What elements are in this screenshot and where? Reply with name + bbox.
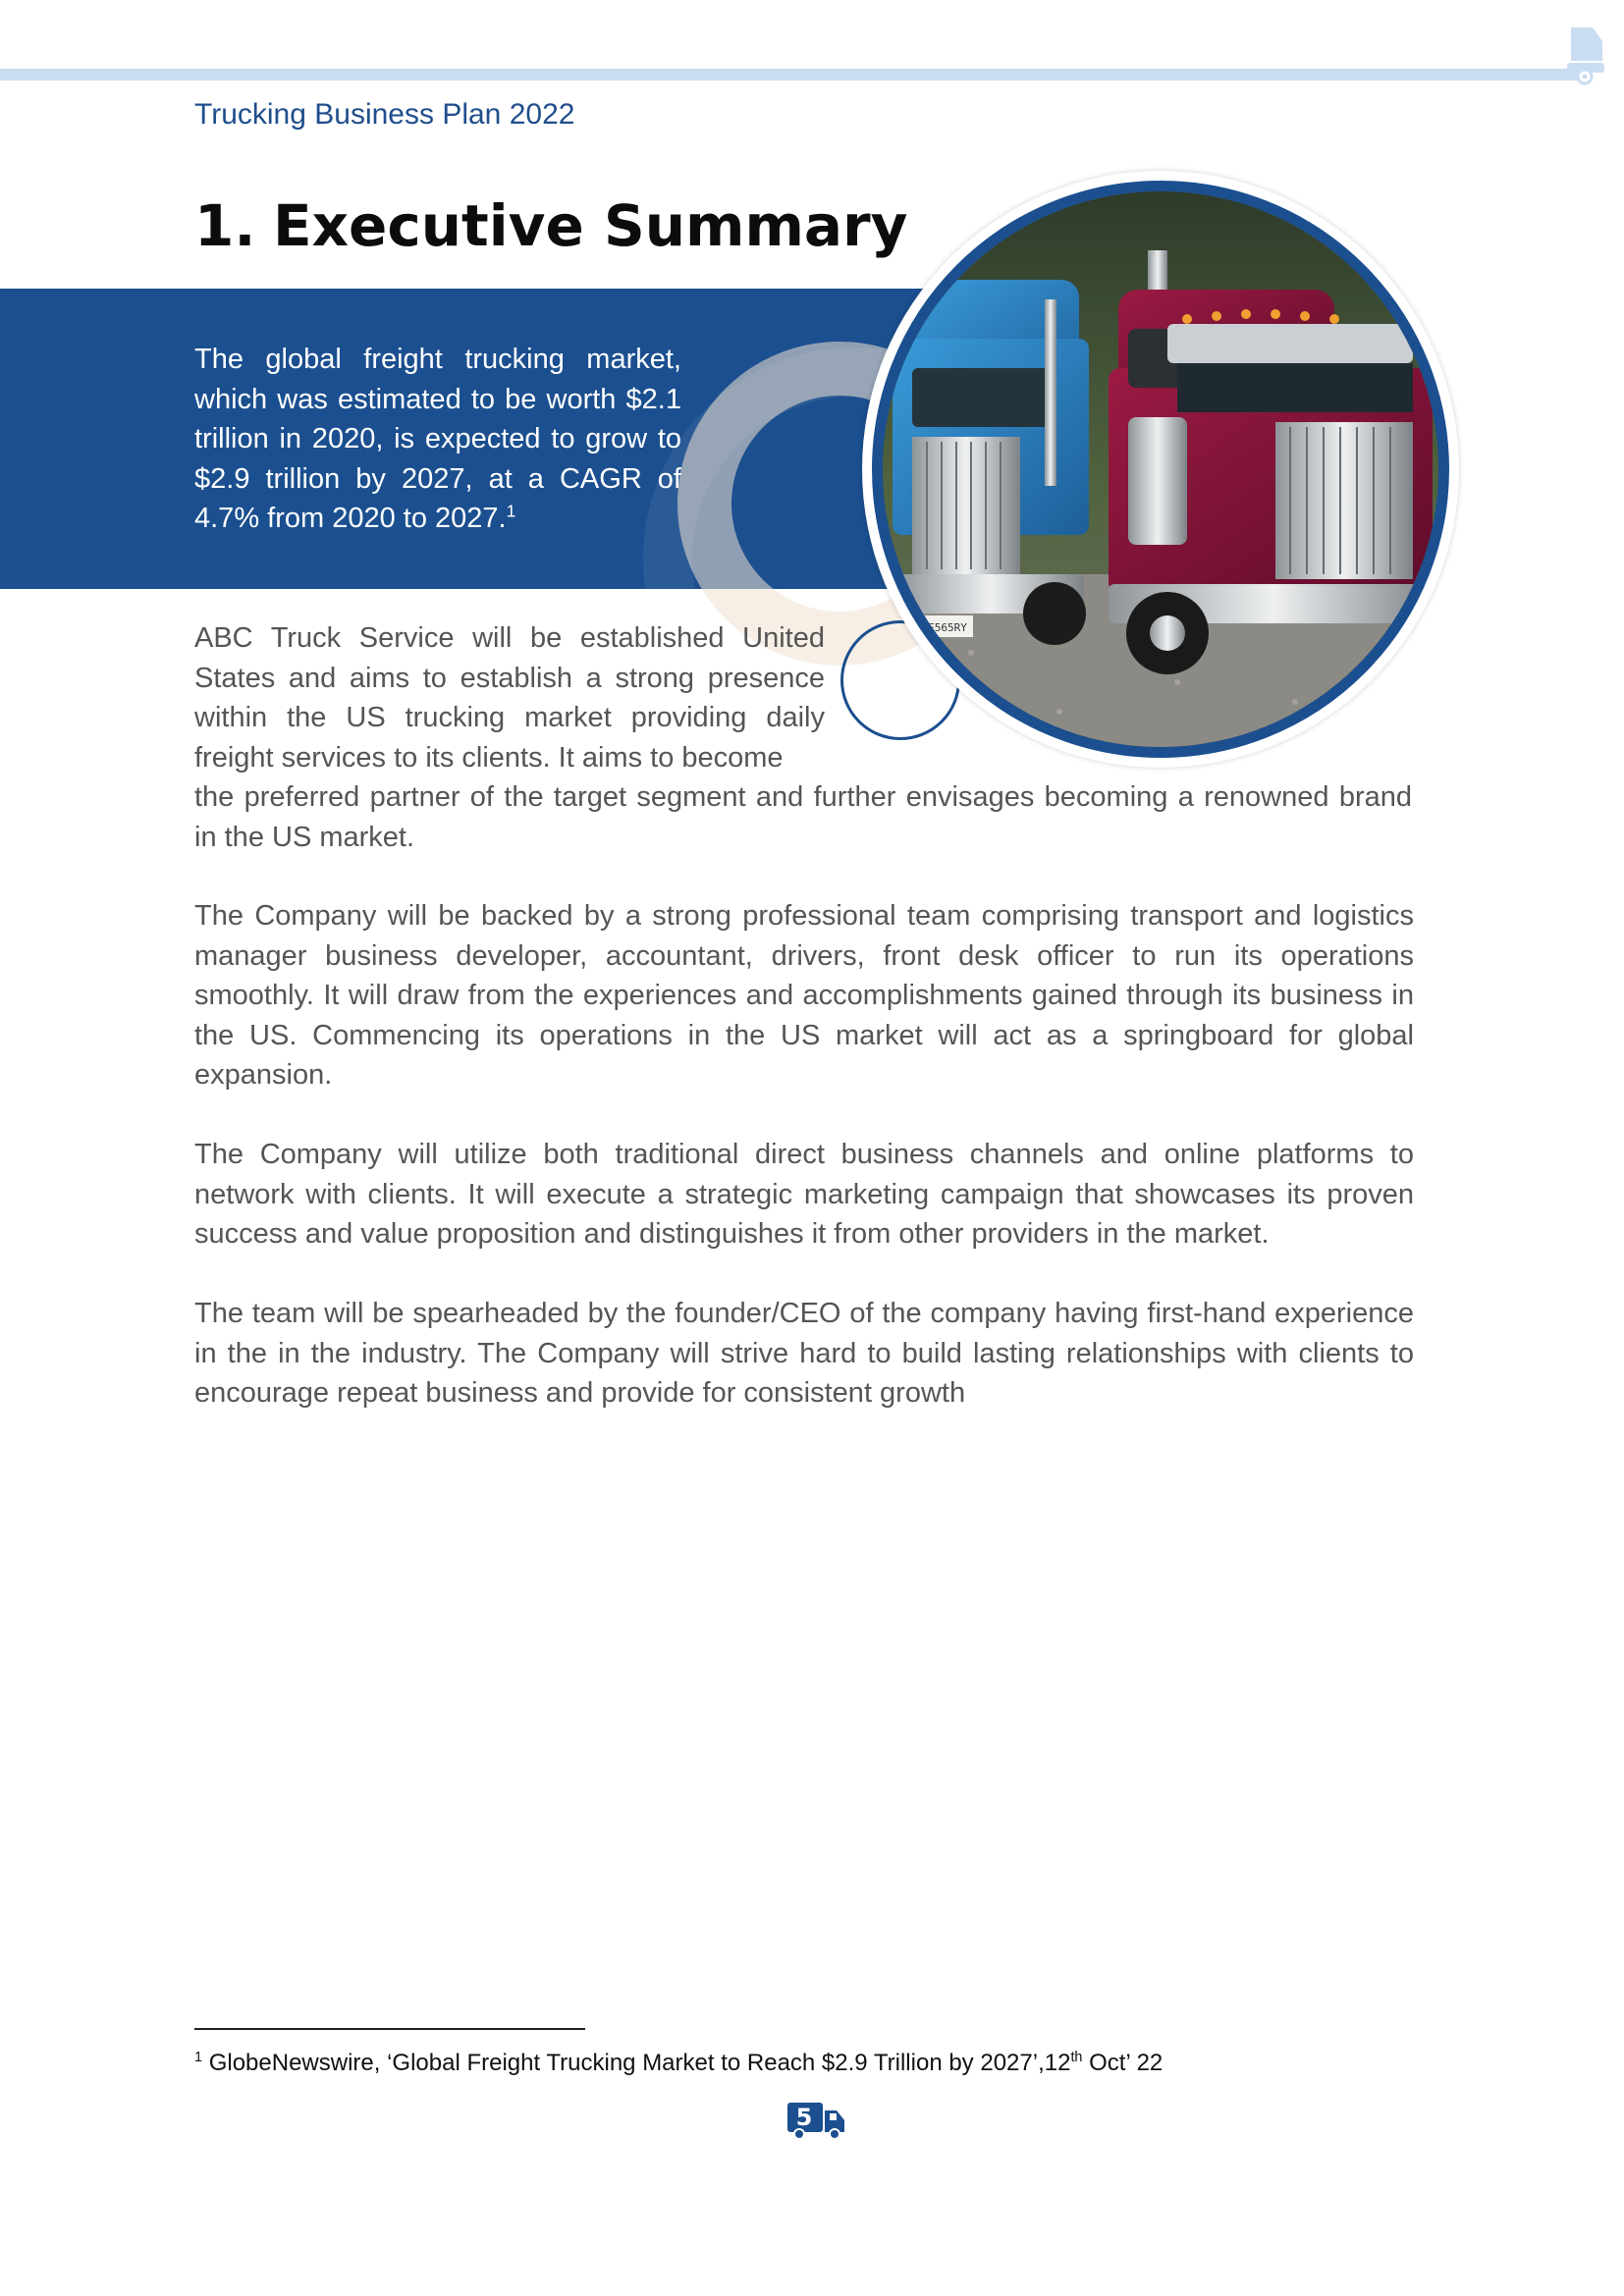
highlight-statement — [194, 340, 681, 539]
paragraph-2: The Company will be backed by a strong professional team comprising transport and logistics manager business developer, accountant, drivers, front desk officer to run its operations smoothly. It will draw from the experiences and accomplishments gained through its business in the US. Commencing its operations in the US market will act as a springboard for global expansion. — [194, 900, 1414, 1091]
running-header: Trucking Business Plan 2022 — [194, 98, 575, 131]
paragraph-1-continued: the preferred partner of the target segment and further envisages becoming a renowned brand in the US market. — [194, 781, 1412, 853]
paragraph-4: The team will be spearheaded by the founder/CEO of the company having first-hand experience in the in the industry. The Company will strive hard to build lasting relationships with clients to encourage repeat business and provide for consistent growth — [194, 1298, 1414, 1409]
section-title-text: Executive Summary — [273, 192, 908, 259]
paragraph-1-wrapped — [194, 618, 825, 777]
license-plate: E565RY — [928, 621, 967, 634]
footnote-superscript: th — [1070, 2050, 1083, 2065]
paragraph-3: The Company will utilize both traditional direct business channels and online platforms to network with clients. It will execute a strategic marketing campaign that showcases its proven success and value proposition and distinguishes it from other providers in the market. — [194, 1139, 1414, 1250]
highlight-text: The global freight trucking market, which was estimated to be worth $2.1 trillion in 2020, is expected to grow to $2.9 trillion by 2027, at a CAGR of 4.7% from 2020 to 2027. — [194, 344, 681, 534]
footnote-text: GlobeNewswire, ‘Global Freight Trucking Market to Reach $2.9 Trillion by 2027’,12 — [208, 2050, 1071, 2076]
corner-truck-icon — [1561, 20, 1620, 88]
top-rule — [0, 69, 1591, 80]
footnote — [194, 2050, 1163, 2077]
truck-photo-frame — [862, 171, 1459, 768]
section-title — [194, 192, 907, 259]
footnote-text-end: Oct’ 22 — [1082, 2050, 1164, 2076]
footnote-marker: 1 — [194, 2050, 203, 2065]
page-number: 5 — [795, 2104, 813, 2131]
footnote-reference[interactable]: 1 — [506, 501, 516, 521]
section-number: 1. — [194, 192, 256, 259]
truck-photo — [872, 181, 1449, 758]
paragraph-1-wrapped-text: ABC Truck Service will be established United States and aims to establish a strong presence within the US trucking market providing daily freight services to its clients. It aims to become — [194, 622, 825, 774]
footnote-separator — [194, 2028, 585, 2030]
